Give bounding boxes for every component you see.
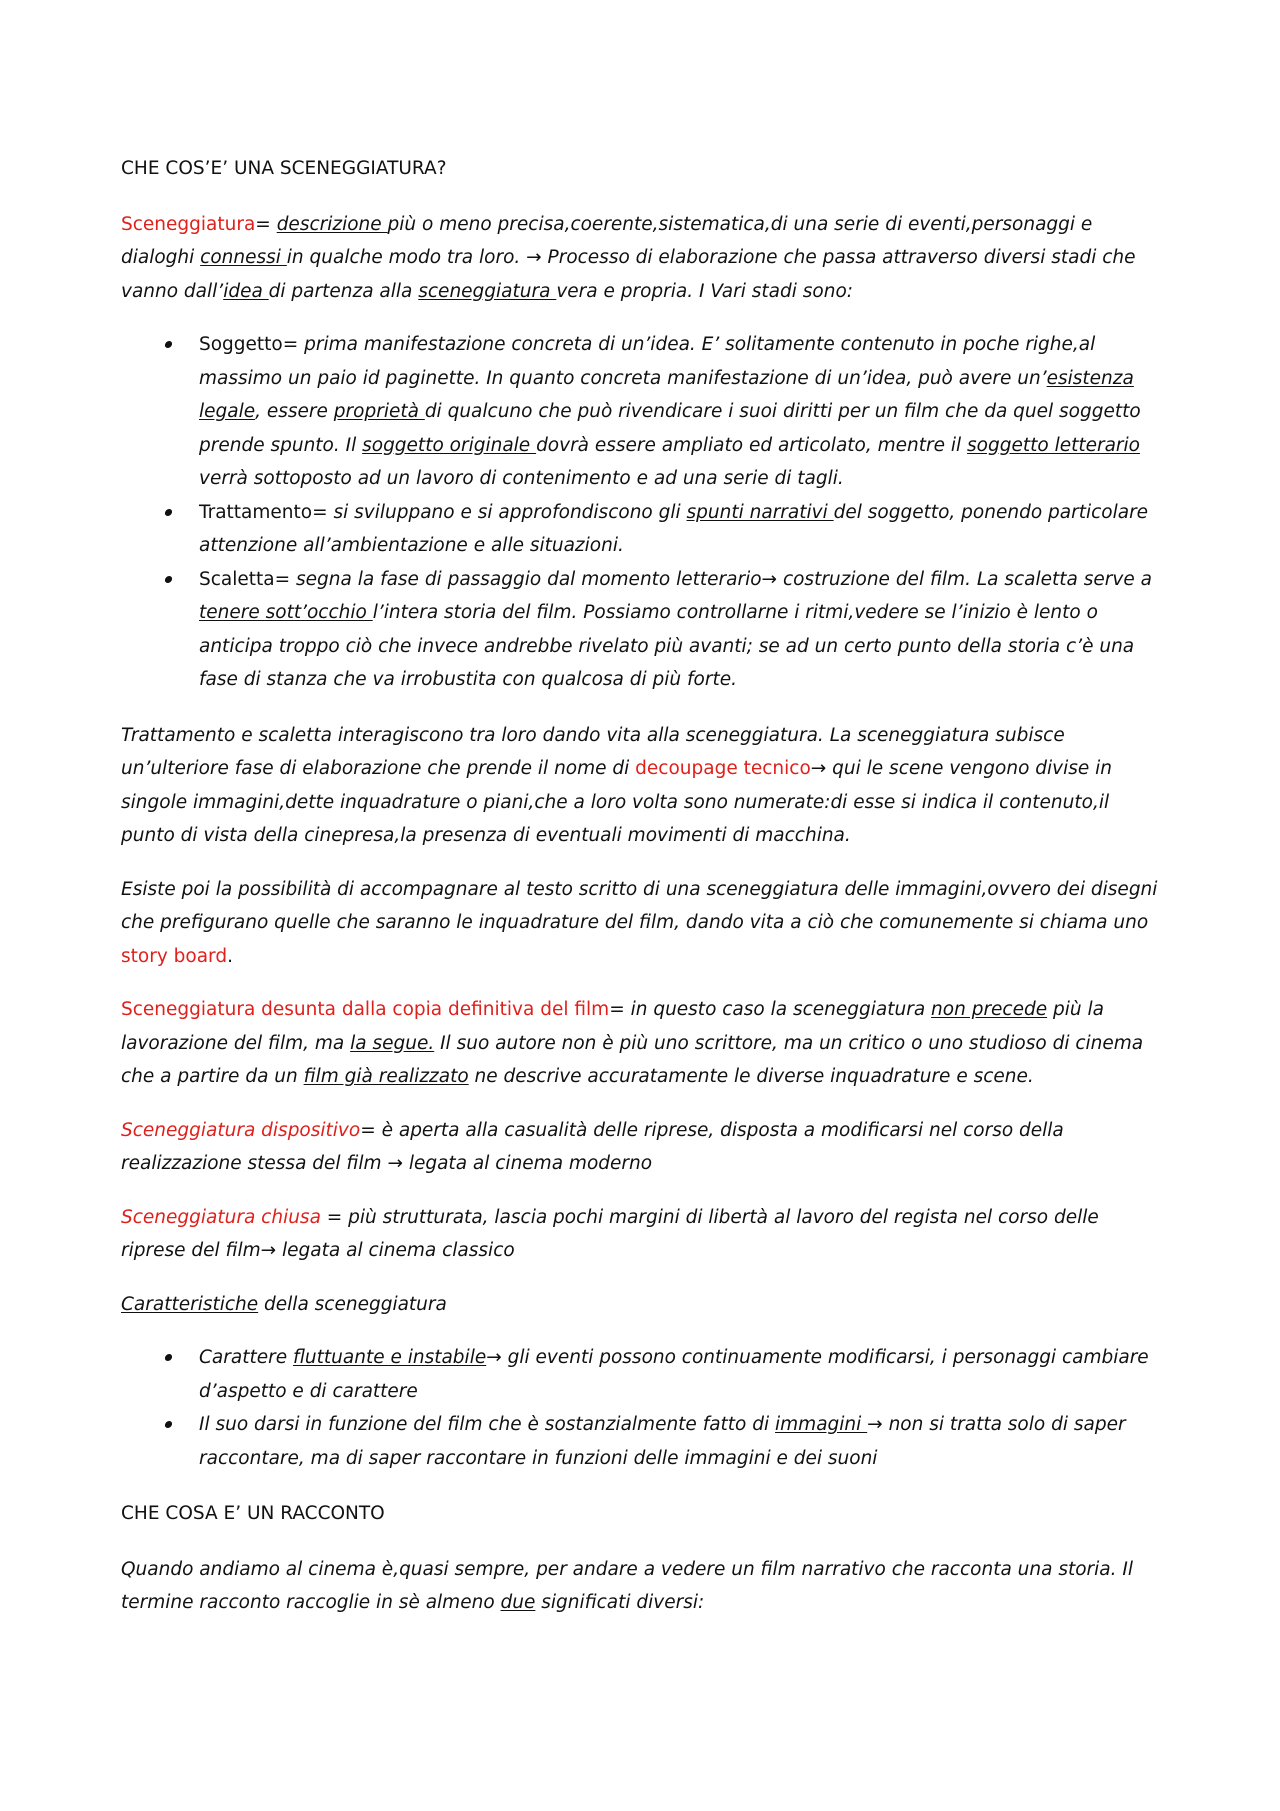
list-item-soggetto: Soggetto= prima manifestazione concreta di un’idea. E’ solitamente contenuto in poche righe,al massimo un paio id paginette. In quanto concreta manifestazione di un’idea, può avere un’esistenza legale, essere proprietà di qualcuno che può rivendicare i suoi diritti per un film che da quel soggetto prende spunto. Il soggetto originale dovrà essere ampliato ed articolato, mentre il soggetto letterario verrà sottoposto ad un lavoro di contenimento e ad una serie di tagli.: [199, 328, 1162, 496]
paragraph-decoupage: Trattamento e scaletta interagiscono tra loro dando vita alla sceneggiatura. La sceneggiatura subisce un’ulteriore fase di elaborazione che prende il nome di decoupage tecnico→ qui le scene vengono divise in singole immagini,dette inquadrature o piani,che a loro volta sono numerate:di esse si indica il contenuto,il punto di vista della cinepresa,la presenza di eventuali movimenti di macchina.: [121, 724, 1113, 846]
paragraph-definition: Sceneggiatura= descrizione più o meno precisa,coerente,sistematica,di una serie di eventi,personaggi e dialoghi connessi in qualche modo tra loro. → Processo di elaborazione che passa attraverso diversi stadi che vanno dall’idea di partenza alla sceneggiatura vera e propria. I Vari stadi sono:: [121, 213, 1136, 302]
term-story-board: story board: [121, 945, 228, 967]
arrow-icon: →: [260, 1240, 277, 1261]
stages-list: [121, 328, 1162, 697]
arrow-icon: →: [867, 1414, 883, 1435]
arrow-icon: →: [526, 247, 542, 268]
characteristics-list: [121, 1341, 1162, 1475]
list-item-funzione: Il suo darsi in funzione del film che è sostanzialmente fatto di immagini → non si tratta solo di saper raccontare, ma di saper raccontare in funzioni delle immagini e dei suoni: [199, 1408, 1162, 1475]
list-item-carattere: Carattere fluttuante e instabile→ gli eventi possono continuamente modificarsi, i personaggi cambiare d’aspetto e di carattere: [199, 1341, 1162, 1408]
section-heading-racconto: CHE COSA E’ UN RACCONTO: [121, 1503, 385, 1524]
paragraph-desunta: Sceneggiatura desunta dalla copia definitiva del film= in questo caso la sceneggiatura non precede più la lavorazione del film, ma la segue. Il suo autore non è più uno scrittore, ma un critico o uno studioso di cinema che a partire da un film già realizzato ne descrive accuratamente le diverse inquadrature e scene.: [121, 999, 1144, 1087]
paragraph-racconto: Quando andiamo al cinema è,quasi sempre, per andare a vedere un film narrativo che racconta una storia. Il termine racconto raccoglie in sè almeno due significati diversi:: [121, 1558, 1133, 1613]
paragraph-chiusa: Sceneggiatura chiusa = più strutturata, lascia pochi margini di libertà al lavoro del regista nel corso delle riprese del film→ legata al cinema classico: [121, 1206, 1099, 1261]
arrow-icon: →: [761, 568, 778, 590]
term-decoupage: decoupage tecnico: [635, 758, 811, 779]
paragraph-dispositivo: Sceneggiatura dispositivo= è aperta alla casualità delle riprese, disposta a modificarsi nel corso della realizzazione stessa del film → legata al cinema moderno: [121, 1119, 1064, 1174]
term-sceneggiatura: Sceneggiatura: [121, 213, 256, 235]
list-item-trattamento: Trattamento= si sviluppano e si approfondiscono gli spunti narrativi del soggetto, ponendo particolare attenzione all’ambientazione e alle situazioni.: [199, 496, 1162, 563]
section-heading-sceneggiatura: CHE COS’E’ UNA SCENEGGIATURA?: [121, 158, 447, 179]
paragraph-storyboard: Esiste poi la possibilità di accompagnare al testo scritto di una sceneggiatura delle immagini,ovvero dei disegni che prefigurano quelle che saranno le inquadrature del film, dando vita a ciò che comunemente si chiama uno story board.: [121, 878, 1158, 967]
arrow-icon: →: [810, 758, 827, 779]
term-chiusa: Sceneggiatura chiusa: [121, 1206, 321, 1228]
paragraph-caratteristiche: Caratteristiche della sceneggiatura: [121, 1293, 447, 1315]
arrow-icon: →: [387, 1153, 403, 1174]
term-desunta: Sceneggiatura desunta dalla copia definitiva del film: [121, 999, 610, 1020]
term-dispositivo: Sceneggiatura dispositivo: [121, 1119, 361, 1141]
arrow-icon: →: [486, 1347, 502, 1368]
list-item-scaletta: Scaletta= segna la fase di passaggio dal momento letterario→ costruzione del film. La scaletta serve a tenere sott’occhio l’intera storia del film. Possiamo controllarne i ritmi,vedere se l’inizio è lento o anticipa troppo ciò che invece andrebbe rivelato più avanti; se ad un certo punto della storia c’è una fase di stanza che va irrobustita con qualcosa di più forte.: [199, 563, 1162, 697]
